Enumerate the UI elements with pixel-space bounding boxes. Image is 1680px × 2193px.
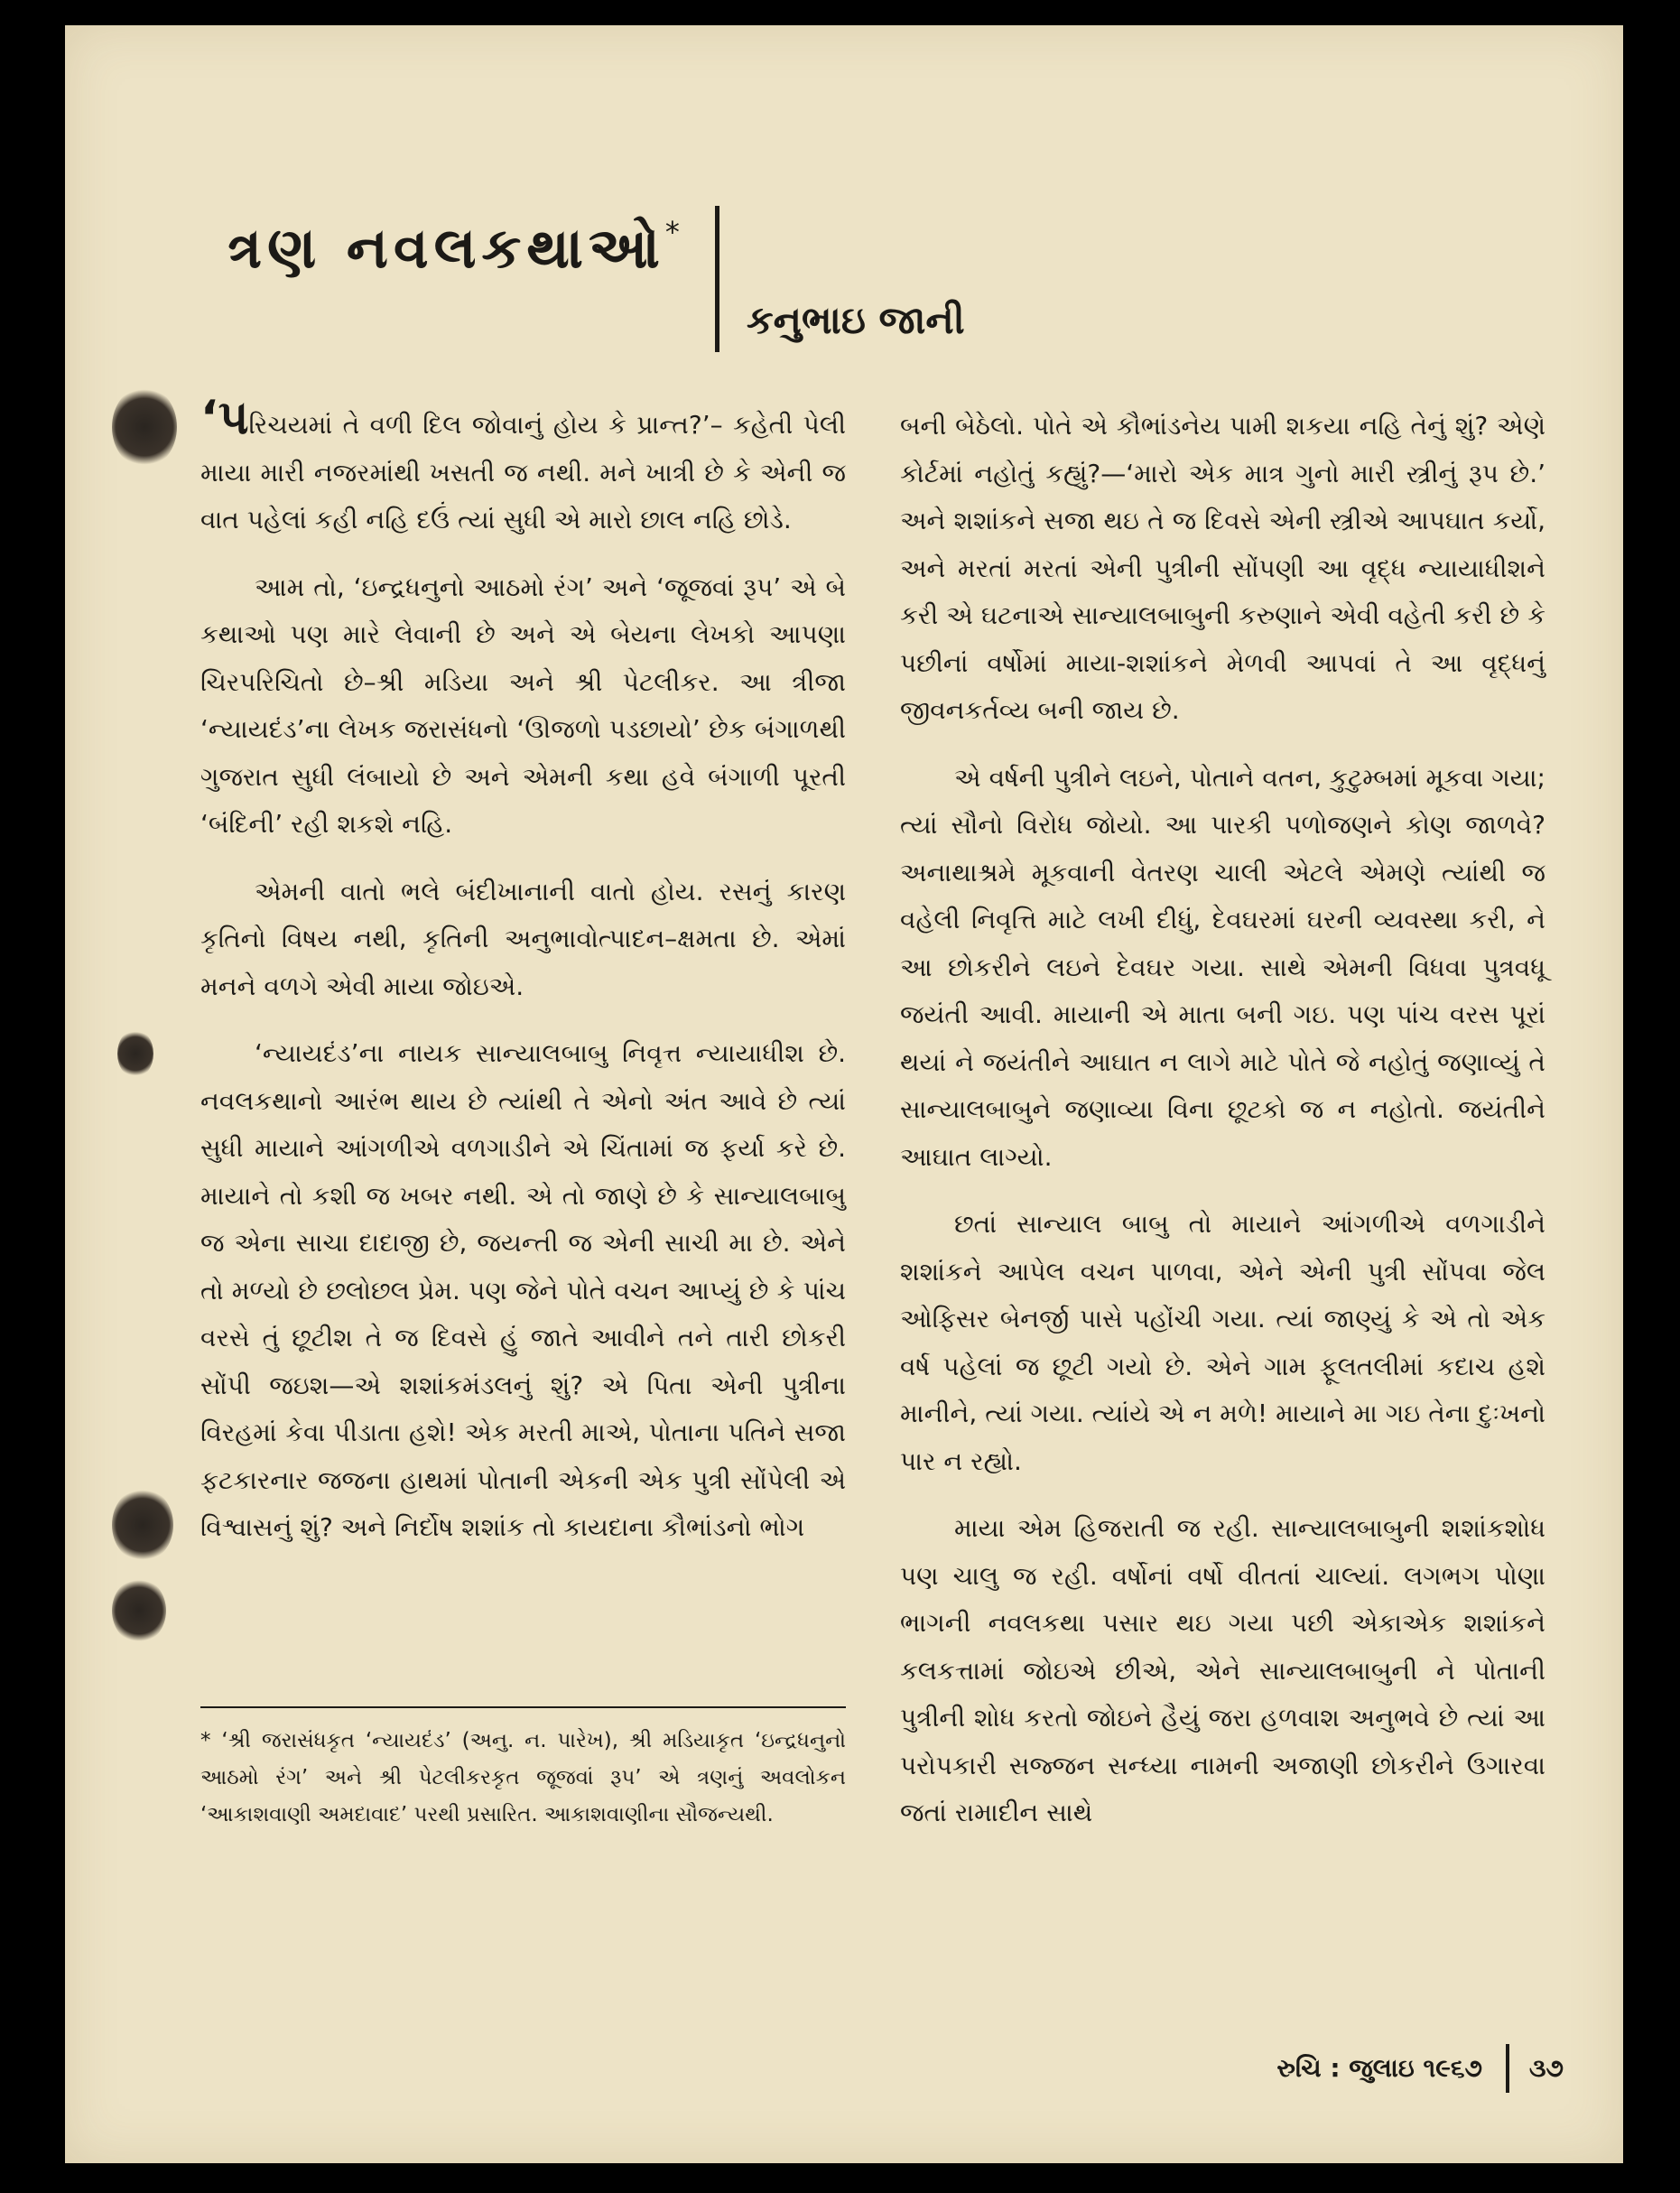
running-footer: [1148, 2044, 1600, 2093]
body-paragraph: બની બેઠેલો. પોતે એ કૌભાંડનેય પામી શકયા નહિ તેનું શું? એણે કોર્ટમાં નહોતું કહ્યું?—‘મારો એક માત્ર ગુનો મારી સ્ત્રીનું રૂપ છે.’ અને શશાંકને સજા થઇ તે જ દિવસે એની સ્ત્રીએ આપઘાત કર્યો, અને મરતાં મરતાં એની પુત્રીની સોંપણી આ વૃદ્ધ ન્યાયાધીશને કરી એ ઘટનાએ સાન્યાલબાબુની કરુણાને એવી વહેતી કરી છે કે પછીનાં વર્ષોમાં માયા-શશાંકને મેળવી આપવાં તે આ વૃદ્ધનું જીવનકર્તવ્ય બની જાય છે.: [900, 411, 1545, 725]
ink-blot: [112, 1488, 173, 1562]
author-name: કનુભાઇ જાની: [747, 298, 965, 342]
ink-blot: [117, 1029, 153, 1078]
right-column: [900, 403, 1545, 1857]
title-divider: [715, 206, 719, 352]
magazine-page: [65, 25, 1623, 2163]
article-header: [227, 197, 1040, 359]
ink-blot: [112, 386, 177, 468]
page-number: ૩૭: [1528, 2053, 1564, 2083]
footnote-marker: *: [664, 215, 685, 249]
body-paragraph: આમ તો, ‘ઇન્દ્રધનુનો આઠમો રંગ’ અને ‘જૂજવાં રૂપ’ એ બે કથાઓ પણ મારે લેવાની છે અને એ બેયના લેખકો આપણા ચિરપરિચિતો છે–શ્રી મડિયા અને શ્રી પેટલીકર. આ ત્રીજા ‘ન્યાયદંડ’ના લેખક જરાસંધનો ‘ઊજળો પડછાયો’ છેક બંગાળથી ગુજરાત સુધી લંબાયો છે અને એમની કથા હવે બંગાળી પૂરતી ‘બંદિની’ રહી શકશે નહિ.: [200, 571, 846, 839]
body-paragraph: એ વર્ષની પુત્રીને લઇને, પોતાને વતન, કુટુમ્બમાં મૂકવા ગયા; ત્યાં સૌનો વિરોધ જોયો. આ પારકી પળોજણને કોણ જાળવે? અનાથાશ્રમે મૂકવાની વેતરણ ચાલી એટલે એમણે ત્યાંથી જ વહેલી નિવૃત્તિ માટે લખી દીધું, દેવઘરમાં ઘરની વ્યવસ્થા કરી, ને આ છોકરીને લઇને દેવઘર ગયા. સાથે એમની વિધવા પુત્રવધૂ જયંતી આવી. માયાની એ માતા બની ગઇ. પણ પાંચ વરસ પૂરાં થયાં ને જયંતીને આઘાત ન લાગે માટે પોતે જે નહોતું જણાવ્યું તે સાન્યાલબાબુને જણાવ્યા વિના છૂટકો જ ન નહોતો. જયંતીને આઘાત લાગ્યો.: [900, 762, 1545, 1172]
body-paragraph: એમની વાતો ભલે બંદીખાનાની વાતો હોય. રસનું કારણ કૃતિનો વિષય નથી, કૃતિની અનુભાવોત્પાદન–ક્ષમતા છે. એમાં મનને વળગે એવી માયા જોઇએ.: [200, 876, 846, 1001]
footnote-rule: [200, 1706, 846, 1708]
paragraph-text: રિચયમાં તે વળી દિલ જોવાનું હોય કે પ્રાન્ત?’– કહેતી પેલી માયા મારી નજરમાંથી ખસતી જ નથી. મને ખાત્રી છે કે એની જ વાત પહેલાં કહી નહિ દઉં ત્યાં સુધી એ મારો છાલ નહિ છોડે.: [200, 410, 846, 534]
footer-divider: [1506, 2044, 1509, 2093]
journal-issue: રુચિ : જુલાઇ ૧૯૬૭: [1276, 2053, 1482, 2083]
left-column: [200, 391, 846, 1572]
ink-blot: [112, 1578, 166, 1643]
article-title-text: ત્રણ નવલકથાઓ: [227, 215, 665, 281]
body-paragraph: છતાં સાન્યાલ બાબુ તો માયાને આંગળીએ વળગાડીને શશાંકને આપેલ વચન પાળવા, એને એની પુત્રી સોંપવા જેલ ઓફિસર બેનર્જી પાસે પહોંચી ગયા. ત્યાં જાણ્યું કે એ તો એક વર્ષ પહેલાં જ છૂટી ગયો છે. એને ગામ ફૂલતલીમાં કદાચ હશે માનીને, ત્યાં ગયા. ત્યાંયે એ ન મળે! માયાને મા ગઇ તેના દુઃખનો પાર ન રહ્યો.: [900, 1209, 1545, 1476]
body-paragraph: [200, 391, 846, 544]
article-title: [227, 215, 685, 282]
drop-cap: ‘પ: [200, 391, 249, 445]
footnote: * ‘શ્રી જરાસંધકૃત ‘ન્યાયદંડ’ (અનુ. ન. પારેખ), શ્રી મડિયાકૃત ‘ઇન્દ્રધનુનો આઠમો રંગ’ અને શ્રી પેટલીકરકૃત જૂજવાં રૂપ’ એ ત્રણનું અવલોકન ‘આકાશવાણી અમદાવાદ’ પરથી પ્રસારિત. આકાશવાણીના સૌજન્યથી.: [200, 1729, 846, 1826]
body-paragraph: માયા એમ હિજરાતી જ રહી. સાન્યાલબાબુની શશાંકશોધ પણ ચાલુ જ રહી. વર્ષોનાં વર્ષો વીતતાં ચાલ્યાં. લગભગ પોણા ભાગની નવલકથા પસાર થઇ ગયા પછી એકાએક શશાંકને કલકત્તામાં જોઇએ છીએ, એને સાન્યાલબાબુની ને પોતાની પુત્રીની શોધ કરતો જોઇને હૈયું જરા હળવાશ અનુભવે છે ત્યાં આ પરોપકારી સજ્જન સન્ધ્યા નામની અજાણી છોકરીને ઉગારવા જતાં રામાદીન સાથે: [900, 1513, 1545, 1827]
body-paragraph: ‘ન્યાયદંડ’ના નાયક સાન્યાલબાબુ નિવૃત્ત ન્યાયાધીશ છે. નવલકથાનો આરંભ થાય છે ત્યાંથી તે એનો અંત આવે છે ત્યાં સુધી માયાને આંગળીએ વળગાડીને એ ચિંતામાં જ ફર્યા કરે છે. માયાને તો કશી જ ખબર નથી. એ તો જાણે છે કે સાન્યાલબાબુ જ એના સાચા દાદાજી છે, જયન્તી જ એની સાચી મા છે. એને તો મળ્યો છે છલોછલ પ્રેમ. પણ જેને પોતે વચન આપ્યું છે કે પાંચ વરસે તું છૂટીશ તે જ દિવસે હું જાતે આવીને તને તારી છોકરી સોંપી જઇશ—એ શશાંકમંડલનું શું? એ પિતા એની પુત્રીના વિરહમાં કેવા પીડાતા હશે! એક મરતી માએ, પોતાના પતિને સજા ફટકારનાર જજના હાથમાં પોતાની એકની એક પુત્રી સોંપેલી એ વિશ્વાસનું શું? અને નિર્દોષ શશાંક તો કાયદાના કૌભાંડનો ભોગ: [200, 1038, 846, 1542]
